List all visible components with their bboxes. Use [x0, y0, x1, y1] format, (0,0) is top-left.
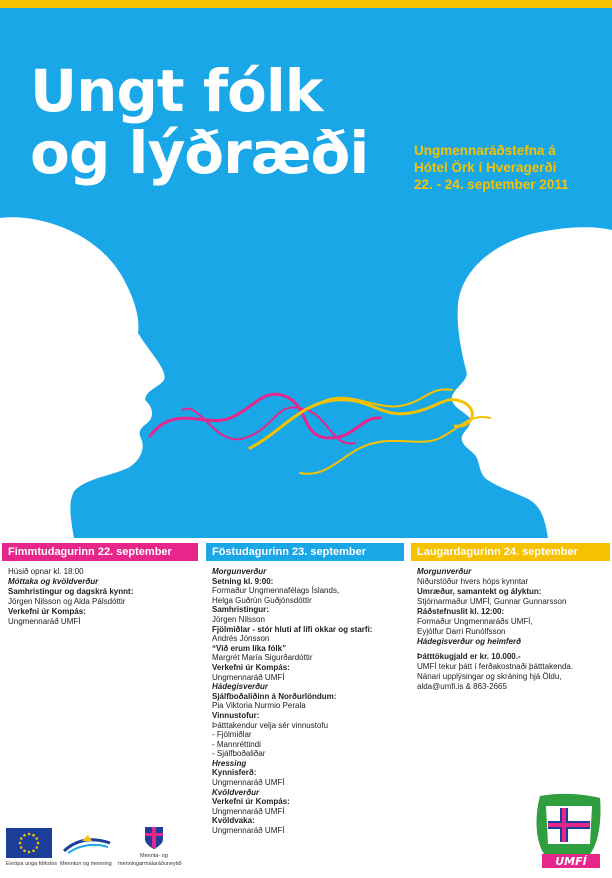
day3-schedule-line: alda@umfi.is & 863-2665: [417, 682, 507, 691]
day2-schedule-line: - Fjölmiðlar: [212, 730, 252, 740]
day3-column: [411, 543, 610, 692]
left-face-silhouette: [0, 217, 165, 538]
right-face-silhouette: [452, 227, 612, 538]
umfi-text: UMFÍ: [555, 855, 587, 868]
day3-schedule-line: Niðurstöður hvers hóps kynntar: [417, 577, 529, 586]
day1-column: [2, 543, 198, 627]
subtitle-dates: 22. - 24. september 2011: [414, 177, 569, 192]
day1-schedule-line: Húsið opnar kl. 18:00: [8, 567, 84, 576]
day1-schedule-line: Móttaka og kvöldverður: [8, 577, 99, 586]
day2-schedule-line: Pia Viktoria Nurmio Perala: [212, 701, 306, 711]
day2-schedule-line: Formaður Ungmennafélags Íslands,: [212, 586, 340, 596]
eu-caption: Evrópa unga fólksins: [6, 861, 58, 867]
day2-schedule-line: Ungmennaráð UMFÍ: [212, 672, 285, 682]
top-yellow-stripe: [0, 0, 612, 8]
day2-heading: Föstudagurinn 23. september: [206, 543, 404, 561]
ministry-caption-2: menningarmálaráðuneytið: [118, 861, 182, 867]
day3-schedule-line: Ráðstefnuslit kl. 12:00:: [417, 607, 505, 616]
ministry-caption-1: Mennta- og: [140, 853, 168, 859]
day3-schedule-line: Morgunverður: [417, 567, 472, 576]
eu-flag-icon: [6, 828, 52, 863]
day3-schedule-line: Hádegisverður og heimferð: [417, 637, 522, 646]
day3-schedule-line: UMFÍ tekur þátt í ferðakostnaði þátttakenda.: [417, 662, 574, 671]
mennt-swoosh-icon: [62, 833, 112, 862]
day2-schedule-line: Ungmennaráð UMFÍ: [212, 826, 285, 836]
day2-schedule-line: Helga Guðrún Guðjónsdóttir: [212, 595, 312, 605]
day3-schedule-line: Formaður Ungmennaráðs UMFÍ,: [417, 617, 533, 626]
day2-schedule-line: Andrés Jónsson: [212, 634, 270, 644]
day2-schedule-line: Kvöldverður: [212, 787, 260, 797]
day2-schedule-line: Jörgen Nilsson: [212, 614, 265, 624]
day3-schedule-line: Nánari upplýsingar og skráning hjá Öldu,: [417, 672, 562, 681]
day2-schedule-line: Sjálfboðaliðinn á Norðurlöndum:: [212, 691, 337, 701]
day3-schedule-line: Stjórnarmaður UMFÍ, Gunnar Gunnarsson: [417, 597, 567, 606]
day3-schedule-line: Eyjólfur Darri Runólfsson: [417, 627, 506, 636]
day3-schedule: [411, 561, 610, 692]
day2-schedule-line: Vinnustofur:: [212, 710, 260, 720]
day2-schedule: [206, 561, 404, 836]
yellow-ribbon-2: [300, 417, 490, 474]
day3-schedule-line: Umræður, samantekt og ályktun:: [417, 587, 542, 596]
day1-schedule-line: Ungmennaráð UMFÍ: [8, 617, 81, 626]
day2-schedule-line: Setning kl. 9:00:: [212, 576, 274, 586]
subtitle-line-1: Ungmennaráðstefna á: [414, 143, 556, 158]
day3-heading: Laugardagurinn 24. september: [411, 543, 610, 561]
yellow-ribbon-3: [320, 389, 452, 406]
day2-schedule-line: Ungmennaráð UMFÍ: [212, 778, 285, 788]
umfi-logo: [530, 792, 606, 875]
day2-schedule-line: - Mannréttindi: [212, 739, 261, 749]
day2-schedule-line: Margrét María Sigurðardóttir: [212, 653, 313, 663]
title-line-1: Ungt fólk: [30, 57, 323, 125]
day2-schedule-line: Kvöldvaka:: [212, 816, 255, 826]
ministry-crest-icon: [143, 825, 165, 856]
title-line-2: og lýðræði: [30, 119, 369, 187]
day2-column: [206, 543, 404, 836]
day1-schedule-line: Jörgen Nilsson og Alda Pálsdóttir: [8, 597, 126, 606]
day1-schedule: [2, 561, 198, 627]
day2-schedule-line: “Við erum líka fólk”: [212, 643, 287, 653]
hero-banner: [0, 8, 612, 538]
day2-schedule-line: Morgunverður: [212, 567, 267, 576]
day1-schedule-line: Verkefni úr Kompás:: [8, 607, 86, 616]
day2-schedule-line: Hádegisverður: [212, 682, 269, 692]
day2-schedule-line: Samhristingur:: [212, 605, 269, 615]
day2-schedule-line: - Sjálfboðaliðar: [212, 749, 266, 759]
mennt-caption: Menntun og menning: [60, 861, 112, 867]
day2-schedule-line: Hressing: [212, 758, 247, 768]
day2-schedule-line: Verkefni úr Kompás:: [212, 662, 290, 672]
day2-schedule-line: Kynnisferð:: [212, 768, 257, 778]
day2-schedule-line: Fjölmiðlar - stór hluti af lífi okkar og starfi:: [212, 624, 373, 634]
day3-schedule-line: Þátttökugjald er kr. 10.000.-: [417, 652, 521, 661]
day2-schedule-line: Verkefni úr Kompás:: [212, 797, 290, 807]
day2-schedule-line: Þátttakendur velja sér vinnustofu: [212, 720, 329, 730]
day1-heading: Fimmtudagurinn 22. september: [2, 543, 198, 561]
poster-title: [30, 57, 369, 187]
day1-schedule-line: Samhristingur og dagskrá kynnt:: [8, 587, 134, 596]
day2-schedule-line: Ungmennaráð UMFÍ: [212, 806, 285, 816]
subtitle-line-2: Hótel Örk í Hveragerði: [414, 160, 557, 175]
event-subtitle: [414, 142, 569, 193]
